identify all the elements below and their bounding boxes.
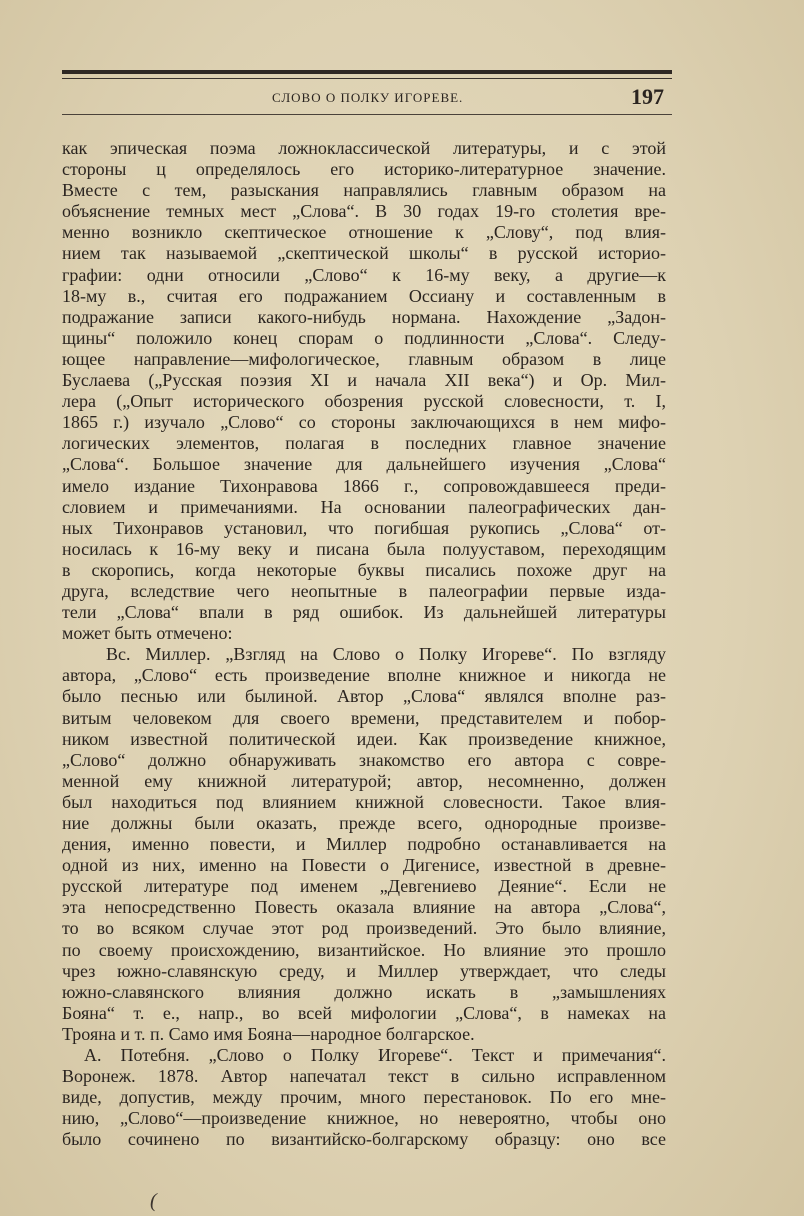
text-line: Вс. Миллер. „Взгляд на Слово о Полку Игореве“. По взгляду — [106, 644, 666, 665]
text-line: ником известной политической идеи. Как произведение книжное, — [62, 728, 666, 749]
text-line: ных Тихонравов установил, что погибшая рукопись „Слова“ от- — [62, 517, 666, 538]
text-line: менно возникло скептическое отношение к „Слову“, под влия- — [62, 222, 666, 243]
text-line: логических элементов, полагая в последних главное значение — [62, 433, 666, 454]
text-line: щины“ положило конец спорам о подлинности „Слова“. Следу- — [62, 327, 666, 348]
text-line: было сочинено по византийско-болгарскому образцу: оно все — [62, 1129, 666, 1150]
text-line: эта непосредственно Повесть оказала влияние на автора „Слова“, — [62, 897, 666, 918]
text-line: то во всяком случае этот род произведений. Это было влияние, — [62, 918, 666, 939]
text-line: графии: одни относили „Слово“ к 16-му веку, а другие—к — [62, 264, 666, 285]
text-line: Бояна“ т. е., напр., во всей мифологии „Слова“, в намеках на — [62, 1002, 666, 1023]
text-line: „Слово“ должно обнаруживать знакомство его автора с совре- — [62, 749, 666, 770]
text-line: Воронеж. 1878. Автор напечатал текст в сильно исправленном — [62, 1066, 666, 1087]
text-line: был находиться под влиянием книжной словесности. Такое влия- — [62, 791, 666, 812]
text-line: „Слова“. Большое значение для дальнейшего изучения „Слова“ — [62, 454, 666, 475]
text-line: по своему происхождению, византийское. Но влияние это прошло — [62, 939, 666, 960]
text-line: ние должны были оказать, прежде всего, однородные произве- — [62, 813, 666, 833]
text-line: одной из них, именно на Повести о Дигенисе, известной в древне- — [62, 855, 666, 876]
text-line: Трояна и т. п. Само имя Бояна—народное болгарское. — [62, 1023, 475, 1044]
text-line: южно-славянского влияния должно искать в „замышлениях — [62, 981, 666, 1002]
header-thick-rule — [62, 70, 672, 74]
header-bottom-rule — [62, 114, 672, 115]
text-line: 1865 г.) изучало „Слово“ со стороны заключающихся в нем мифо- — [62, 412, 666, 433]
text-line: ющее направление—мифологическое, главным образом в лице — [62, 348, 666, 369]
header-thin-rule — [62, 78, 672, 79]
text-line: виде, допустив, между прочим, много перестановок. По его мне- — [62, 1087, 666, 1108]
text-line: объяснение темных мест „Слова“. В 30 годах 19-го столетия вре- — [62, 201, 666, 222]
body-text — [62, 138, 666, 1151]
text-line: нию, „Слово“—произведение книжное, но невероятно, чтобы оно — [62, 1108, 666, 1129]
text-line: тели „Слова“ впали в ряд ошибок. Из дальнейшей литературы — [62, 602, 666, 623]
text-line: Буслаева („Русская поэзия XI и начала XII века“) и Ор. Мил- — [62, 370, 666, 391]
text-line: словием и примечаниями. На основании палеографических дан- — [62, 496, 666, 517]
text-line: русской литературе под именем „Девгениево Деяние“. Если не — [62, 876, 666, 897]
text-line: менной ему книжной литературой; автор, несомненно, должен — [62, 770, 666, 791]
text-line: может быть отмечено: — [62, 623, 233, 644]
text-line: подражание записи какого-нибудь нормана. Нахождение „Задон- — [62, 306, 666, 327]
text-line: как эпическая поэма ложноклассической литературы, и с этой — [62, 138, 666, 158]
text-line: чрез южно-славянскую среду, и Миллер утверждает, что следы — [62, 960, 666, 981]
text-line: нием так называемой „скептической школы“ в русской историо- — [62, 243, 666, 264]
text-line: стороны ц определялось его историко-литературное значение. — [62, 159, 666, 180]
text-line: имело издание Тихонравова 1866 г., сопровождавшееся преди- — [62, 475, 666, 496]
text-line: было песнью или былиной. Автор „Слова“ являлся вполне раз- — [62, 686, 666, 707]
text-line: автора, „Слово“ есть произведение вполне книжное и никогда не — [62, 665, 666, 686]
text-line: дения, именно повести, и Миллер подробно останавливается на — [62, 834, 666, 855]
text-line: в скоропись, когда некоторые буквы писались похоже друг на — [62, 559, 666, 580]
text-line: лера („Опыт исторического обозрения русской словесности, т. I, — [62, 391, 666, 412]
page-header — [62, 84, 672, 112]
text-line: А. Потебня. „Слово о Полку Игореве“. Текст и примечания“. — [84, 1045, 666, 1066]
text-line: витым человеком для своего времени, представителем и побор- — [62, 707, 666, 728]
stray-pencil-mark: ( — [150, 1190, 157, 1212]
text-line: носилась к 16-му веку и писана была полууставом, переходящим — [62, 538, 666, 559]
text-line: 18-му в., считая его подражанием Оссиану и составленным в — [62, 285, 666, 306]
page-number: 197 — [631, 84, 664, 109]
text-line: друга, вследствие чего неопытные в палеографии первые изда- — [62, 580, 666, 601]
running-title: СЛОВО О ПОЛКУ ИГОРЕВЕ. — [272, 90, 464, 105]
text-line: Вместе с тем, разыскания направлялись главным образом на — [62, 180, 666, 201]
